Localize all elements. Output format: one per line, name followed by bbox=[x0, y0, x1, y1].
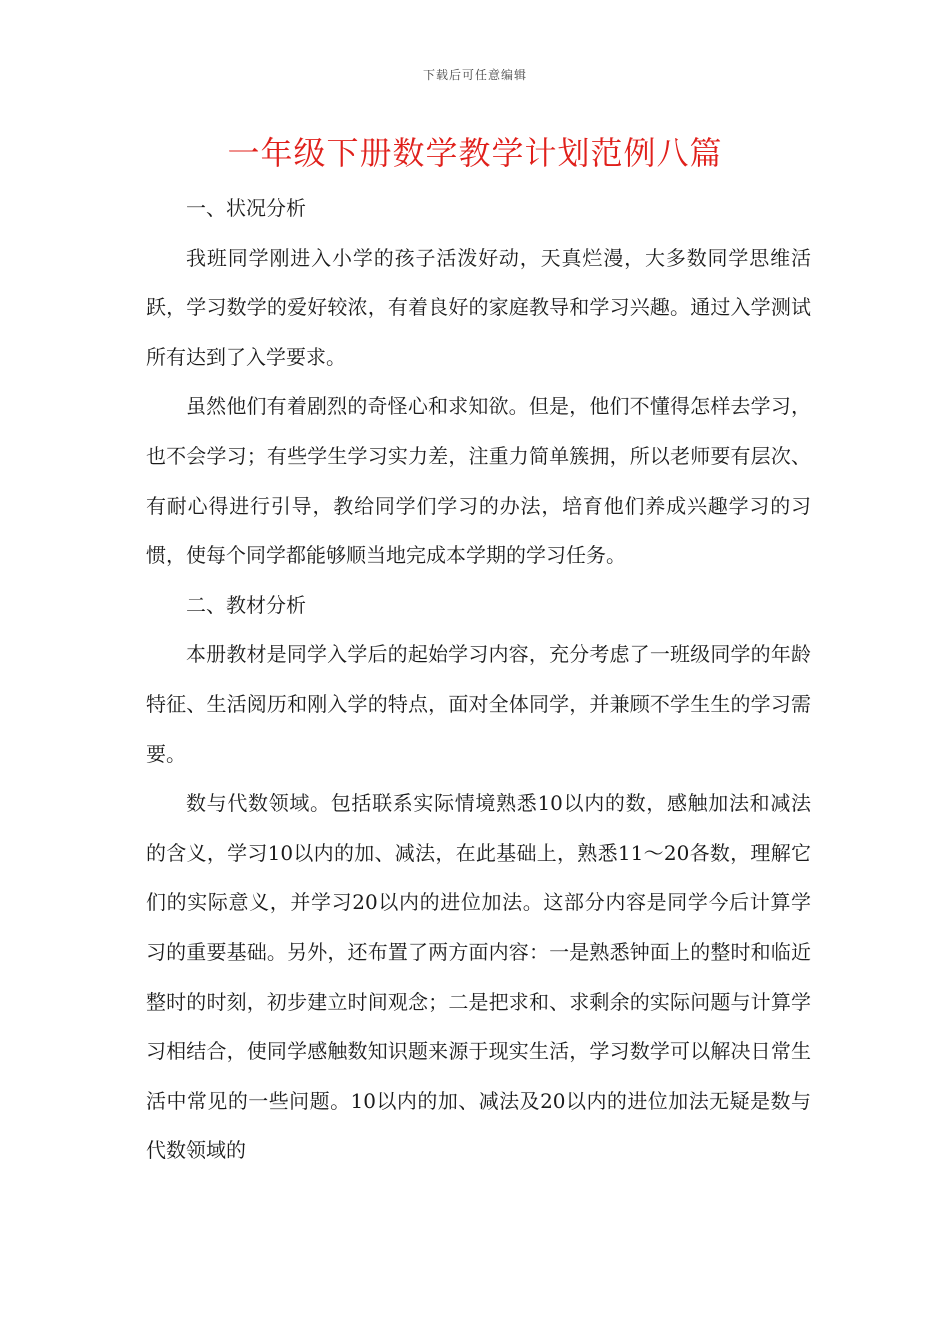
paragraph: 本册教材是同学入学后的起始学习内容，充分考虑了一班级同学的年龄特征、生活阅历和刚入学的特点，面对全体同学，并兼顾不学生生的学习需要。 bbox=[146, 642, 811, 766]
paragraph: 虽然他们有着剧烈的奇怪心和求知欲。但是，他们不懂得怎样去学习，也不会学习；有些学生学习实力差，注重力简单簇拥，所以老师要有层次、有耐心得进行引导，教给同学们学习的办法，培育他们养成兴趣学习的习惯，使每个同学都能够顺当地完成本学期的学习任务。 bbox=[146, 394, 811, 568]
paragraph: 我班同学刚进入小学的孩子活泼好动，天真烂漫，大多数同学思维活跃，学习数学的爱好较浓，有着良好的家庭教导和学习兴趣。通过入学测试所有达到了入学要求。 bbox=[146, 245, 811, 369]
section-heading-situation: 一、状况分析 bbox=[186, 196, 306, 220]
document-title: 一年级下册数学教学计划范例八篇 bbox=[227, 134, 723, 172]
section-heading-textbook: 二、教材分析 bbox=[186, 592, 306, 617]
paragraph: 数与代数领域。包括联系实际情境熟悉10以内的数，感触加法和减法的含义，学习10以内的加、减法，在此基础上，熟悉11～20各数，理解它们的实际意义，并学习20以内的进位加法。这部分内容是同学今后计算学习的重要基础。另外，还布置了两方面内容：一是熟悉钟面上的整时和临近整时的时刻，初步建立时间观念；二是把求和、求剩余的实际问题与计算学习相结合，使同学感触数知识题来源于现实生活，学习数学可以解决日常生活中常见的一些问题。10以内的加、减法及20以内的进位加法无疑是数与代数领域的 bbox=[146, 791, 811, 1163]
document-body bbox=[146, 184, 811, 1176]
header-note: 下载后可任意编辑 bbox=[422, 68, 527, 82]
